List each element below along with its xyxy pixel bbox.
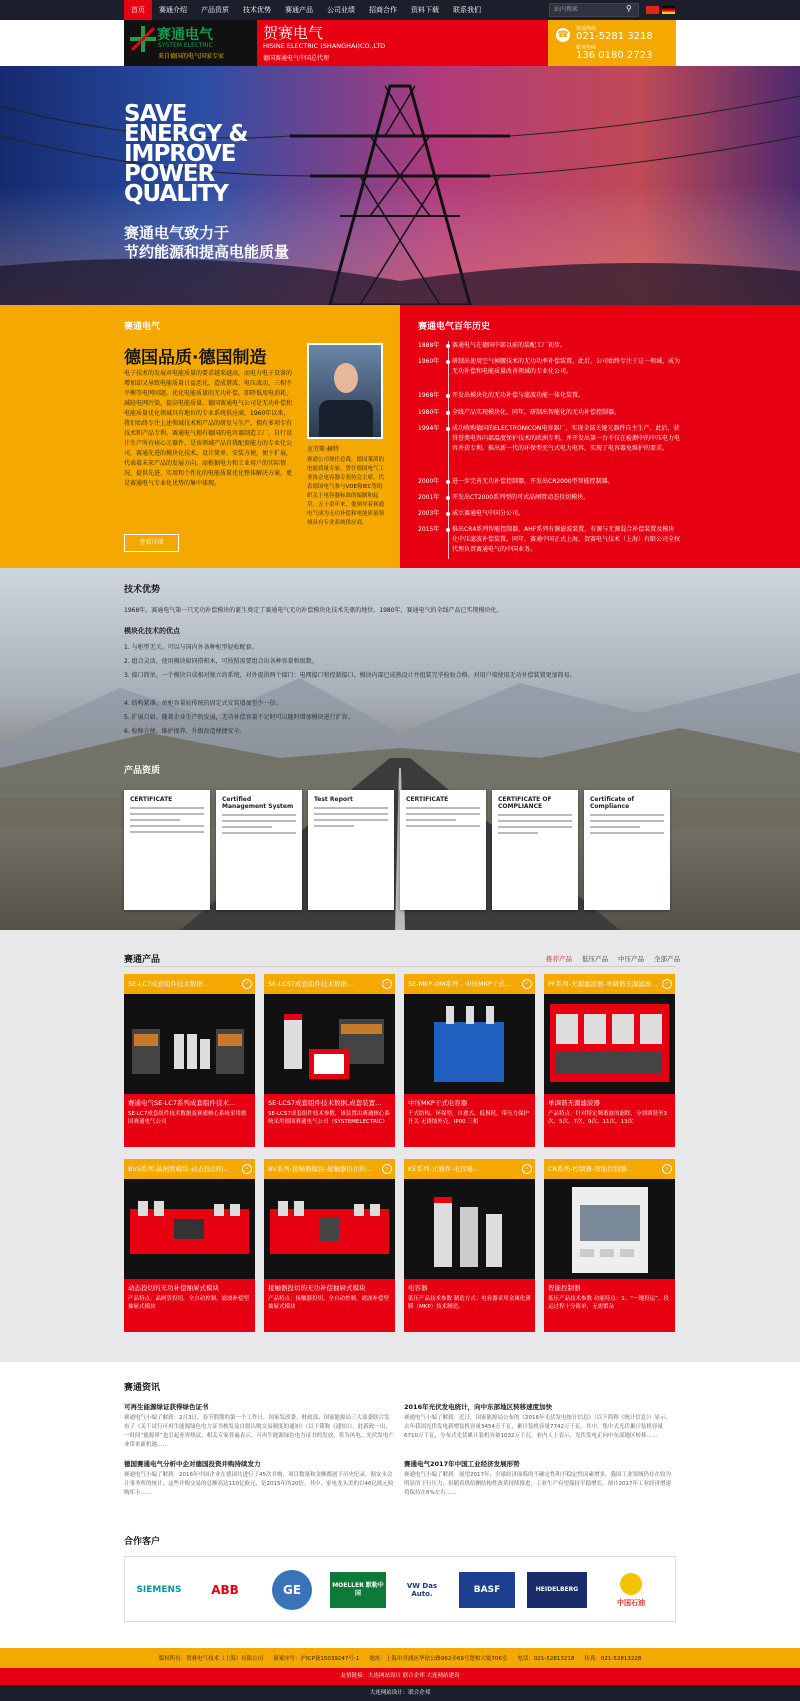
logo-slogan: 来自德国的电气国家专家 xyxy=(158,53,225,60)
product-card-header: KE系列-元器件-电容器... xyxy=(404,1159,535,1179)
news-headline[interactable]: 德国赛通电气分析中企对德国投资并购持续发力 xyxy=(124,1460,261,1468)
history-item xyxy=(418,493,680,503)
history-item xyxy=(418,525,680,555)
cert-text-line xyxy=(590,820,664,822)
news-headline[interactable]: 2016年光伏发电统计，向中东部地区转移速度加快 xyxy=(404,1403,553,1411)
timeline-dot xyxy=(446,360,450,364)
brand-name: 贺赛电气 xyxy=(263,24,324,42)
arrow-right-icon[interactable]: › xyxy=(522,1164,532,1174)
product-card-header: SE-LC7成套组件技术数据... xyxy=(124,974,255,994)
nav-item-contact[interactable]: 联系我们 xyxy=(453,6,481,14)
partner-logo-heidelberg[interactable] xyxy=(525,1567,589,1613)
product-desc: 低压产品技术参数 制造方式：电容器采用金属化薄膜（MKP）技术制造。 xyxy=(408,1296,531,1310)
product-card-header: CR系列-控制器-智能控制器... xyxy=(544,1159,675,1179)
product-card-body xyxy=(124,1094,255,1147)
heidelberg-logo-text: HEIDELBERG xyxy=(527,1572,587,1608)
timeline-dot xyxy=(446,427,450,431)
certificate-thumbnail[interactable] xyxy=(308,790,394,910)
product-image xyxy=(124,1179,255,1279)
history-year: 2003年 xyxy=(418,510,440,517)
arrow-right-icon[interactable]: › xyxy=(662,979,672,989)
logo-en-text: SYSTEM ELECTRIC xyxy=(158,42,213,49)
search-input[interactable]: 站内搜索 xyxy=(549,3,639,17)
history-item xyxy=(418,357,680,377)
hero-banner xyxy=(0,66,800,305)
cert-text-line xyxy=(314,813,388,815)
nav-item-products[interactable]: 赛通产品 xyxy=(285,6,313,14)
arrow-right-icon[interactable]: › xyxy=(522,979,532,989)
timeline-dot xyxy=(446,528,450,532)
hero-en-slogan xyxy=(124,101,248,207)
hero-en-line: SAVE xyxy=(124,101,187,127)
product-desc: 产品特点：针对特定频谐波的滤除，分别调谐至3次、5次、7次、9次、11次、13次 xyxy=(548,1111,668,1125)
certificate-heading: Certified Management System xyxy=(222,796,294,810)
technology-point: 4. 结构紧凑。单柜容量较传统的固定式安装增加至少一倍。 xyxy=(124,700,282,707)
footer-address: 地址：上海市青浦区华徐公路962弄69号楚柏大厦706室 xyxy=(369,1656,508,1662)
technology-subtitle: 模块化技术的优点 xyxy=(124,627,180,635)
about-more-button[interactable]: 查看详细 xyxy=(124,534,179,552)
ceo-name: 克劳斯·赫特 xyxy=(307,446,339,453)
hero-en-line: QUALITY xyxy=(124,181,228,207)
flag-china-icon[interactable] xyxy=(646,6,659,14)
cert-text-line xyxy=(498,832,538,834)
hero-en-line: IMPROVE xyxy=(124,141,236,167)
timeline-dot xyxy=(446,512,450,516)
technology-section xyxy=(0,568,800,930)
hotline-number: 021-5281 3218 xyxy=(576,31,653,42)
nav-item-downloads[interactable]: 资料下载 xyxy=(411,6,439,14)
product-name: 动态投切的无功补偿抽屉式模块 xyxy=(128,1284,219,1292)
product-desc: SE-LCS7成套组件技术参数，该装置由赛通核心系统采用德国赛通电气公司（SYSTEMELECTRIC） xyxy=(268,1111,390,1125)
product-card-body xyxy=(264,1094,395,1147)
certificate-heading: CERTIFICATE xyxy=(130,796,173,803)
nav-item-home[interactable]: 首页 xyxy=(124,0,152,20)
cert-text-line xyxy=(590,832,664,834)
service-number: 136 0180 2723 xyxy=(576,50,653,61)
arrow-right-icon[interactable]: › xyxy=(242,1164,252,1174)
logo-mark-icon xyxy=(130,26,156,52)
history-text: 赛通电气在德国中部以前的装配工厂初步。 xyxy=(452,342,567,349)
cnpc-logo-text: 中国石油 xyxy=(617,1598,645,1607)
product-card[interactable] xyxy=(404,1159,535,1332)
cert-text-line xyxy=(222,814,296,816)
cnpc-logo-mark xyxy=(620,1573,642,1595)
product-name: 接触器投切的无功补偿抽屉式模块 xyxy=(268,1284,366,1292)
product-card[interactable] xyxy=(404,974,535,1147)
footer-fax: 传真：021-52813228 xyxy=(584,1656,642,1662)
product-desc: 干式结构，环保型，自愈式，低损耗，带压力保护开关 无锈蚀外壳，IP00 三相 xyxy=(408,1111,530,1125)
cert-text-line xyxy=(222,826,272,828)
nav-item-technology[interactable]: 技术优势 xyxy=(243,6,271,14)
footer-links[interactable]: 友情链接：大连网站设计 联合企邦 大连网站建设 xyxy=(0,1668,800,1685)
history-title: 赛通电气百年历史 xyxy=(418,322,491,332)
site-header xyxy=(124,20,676,66)
product-image xyxy=(404,994,535,1094)
product-name: 赛通电气SE-LC7系列成套组件技术... xyxy=(128,1099,236,1107)
cert-text-line xyxy=(590,826,640,828)
nav-item-about[interactable]: 赛通介绍 xyxy=(159,6,187,14)
partner-logo-cnpc[interactable] xyxy=(601,1567,661,1613)
history-year: 2015年 xyxy=(418,526,440,533)
history-text: 进一步完善无功补偿控制器，开发出CR2000型智能控制器。 xyxy=(452,478,614,485)
history-text: 全线产品实现模块化。同年，研制出智能化的无功补偿控制器。 xyxy=(452,409,621,416)
cert-text-line xyxy=(498,820,572,822)
certificate-heading: Certificate of Compliance xyxy=(590,796,635,810)
certificate-thumbnail[interactable] xyxy=(216,790,302,910)
product-desc: 产品特点：接触器投切，全自动控制，滤波补偿型抽屉式模块 xyxy=(268,1296,390,1310)
cert-text-line xyxy=(498,826,572,828)
timeline-dot xyxy=(446,496,450,500)
timeline-dot xyxy=(446,480,450,484)
product-card-body xyxy=(544,1279,675,1332)
footer-copyright: 版权所有：贺赛电气技术（上海）有限公司 xyxy=(158,1656,264,1662)
history-item xyxy=(418,477,680,487)
search-icon[interactable]: ⚲ xyxy=(626,4,632,13)
arrow-right-icon[interactable]: › xyxy=(382,979,392,989)
technology-point: 5. 扩展自如。随着企业生产的发展，无功补偿容量不足时可以随时增加模块进行扩容。 xyxy=(124,714,354,721)
footer-phone: 电话：021-52813218 xyxy=(517,1656,575,1662)
flag-germany-icon[interactable] xyxy=(662,6,675,14)
about-text: 电子技术的发展对电能质量的要求越来越高，而电力电子设备的增加却又导致电能质量日益恶化，造成谐波、电压波动、三相不平衡等电网问题。优化电能质量的无功补偿，即降低用电消耗、减轻电网污染，提高电能质量。德国赛通电气公司是无功补偿和电能质量优化领域具有地位的专业系统供应商。1960年以来，我们始终专注上述领域技术和产品的研发与生产，拥有多项专有技术和产品专利。赛通电气拥有德国的电容器制造工厂，自行设计生产所有核心元器件，是该领域产品自我配套能力的专业化公司。赛通先进的模块化技术，设计简单、安装方便，便于扩展，代表着未来产品的发展方向。而根据电力和工业用户的实际情况，提供先进、实用和个性化的电能质量优化整体解决方案，更是赛通电气专业化优势的集中体现。 xyxy=(124,370,293,487)
ge-logo-text: GE xyxy=(272,1570,312,1610)
product-image xyxy=(264,994,395,1094)
products-title: 赛通产品 xyxy=(124,955,161,965)
tab-low-voltage[interactable]: 低压产品 xyxy=(582,955,608,963)
nav-item-certificates[interactable]: 产品资质 xyxy=(201,6,229,14)
cert-text-line xyxy=(130,807,204,809)
product-card-header: BV系列-接触器模块-接触器投切的... xyxy=(264,1159,395,1179)
hotline-block xyxy=(548,20,676,66)
certificate-thumbnail[interactable] xyxy=(124,790,210,910)
timeline-dot xyxy=(446,394,450,398)
product-name: 智能控制器 xyxy=(548,1284,581,1292)
product-image xyxy=(124,994,255,1094)
cert-text-line xyxy=(406,807,480,809)
history-text: 成立赛通电气中国分公司。 xyxy=(452,510,525,517)
product-card-body xyxy=(404,1279,535,1332)
products-tabs xyxy=(536,954,680,963)
partners-logos xyxy=(124,1556,676,1622)
history-year: 2001年 xyxy=(418,494,440,501)
history-item xyxy=(418,509,680,519)
top-nav-bar xyxy=(0,0,800,20)
hero-en-line: ENERGY & xyxy=(124,121,248,147)
nav-item-cooperation[interactable]: 招商合作 xyxy=(369,6,397,14)
technology-point: 6. 检修方便。维护保养、升级改造便捷安全。 xyxy=(124,728,246,735)
product-card[interactable] xyxy=(124,1159,255,1332)
hero-cn-slogan-1: 赛通电气致力于 xyxy=(124,224,230,242)
partner-logo-abb[interactable]: ABB xyxy=(211,1583,239,1597)
ceo-suit xyxy=(319,400,373,437)
arrow-right-icon[interactable]: › xyxy=(382,1164,392,1174)
news-summary: 赛通电气小编了解到：2016年中国企业在德国共进行了45次并购，项目数量和金额都创下历史纪录。据安永会计事务所的统计，这些并购交易的总额高达110亿欧元，是2015年的20倍。其中，家电龙头美的以46亿欧元收购库卡…… xyxy=(124,1472,394,1496)
product-card-body xyxy=(124,1279,255,1332)
history-year: 1968年 xyxy=(418,392,440,399)
partner-logo-siemens[interactable]: SIEMENS xyxy=(136,1585,182,1595)
cert-text-line xyxy=(498,814,572,816)
product-card-body xyxy=(404,1094,535,1147)
history-year: 1960年 xyxy=(418,358,440,365)
product-desc: 产品特点：晶闸管投切，全自动控制，滤波补偿型抽屉式模块 xyxy=(128,1296,250,1310)
product-image xyxy=(404,1179,535,1279)
product-image xyxy=(544,994,675,1094)
timeline-dot xyxy=(446,344,450,348)
brand-subtitle: 德国赛通电气中国总代理 xyxy=(263,55,330,62)
product-card-body xyxy=(264,1279,395,1332)
certificate-heading: CERTIFICATE xyxy=(406,796,449,803)
certificate-heading: CERTIFICATE OF COMPLIANCE xyxy=(498,796,552,810)
history-item xyxy=(418,341,680,351)
divider xyxy=(124,966,676,967)
hero-cn-slogan-2: 节约能源和提高电能质量 xyxy=(124,243,290,261)
brand-en-name: HISINE ELECTRIC (SHANGHAI)CO.,LTD xyxy=(263,42,386,50)
history-year: 1980年 xyxy=(418,409,440,416)
footer-credit[interactable]: 大连网站设计：联合企邦 xyxy=(0,1685,800,1701)
partner-logo-ge[interactable] xyxy=(269,1567,315,1613)
hotline-label: 赛通热线 xyxy=(576,26,597,32)
product-card-body xyxy=(544,1094,675,1147)
news-headline[interactable]: 赛通电气2017年中国工业经济发展形势 xyxy=(404,1460,520,1468)
product-image xyxy=(544,1179,675,1279)
phone-icon: ☎ xyxy=(557,30,569,40)
cert-text-line xyxy=(590,814,664,816)
hero-en-line: POWER xyxy=(124,161,215,187)
cert-text-line xyxy=(130,813,204,815)
cert-text-line xyxy=(406,813,480,815)
product-card[interactable] xyxy=(544,1159,675,1332)
history-text: 成功收购德国的ELECTRONICON电容器厂，实现全部关键元器件自主生产。此后，获得誉类电容内部温度保护技术的欧洲专利。并开发出第一台不仅在检测中的中压电力电容并获专利。推出新一代的环保型充气式电力电容，实现了电容器免维护的要求。 xyxy=(452,425,681,452)
cert-text-line xyxy=(130,825,204,827)
product-card-header: PF系列-无源滤波器-单调谐无源滤波... xyxy=(544,974,675,994)
product-name: 单调谐无源滤波器 xyxy=(548,1099,600,1107)
arrow-right-icon[interactable]: › xyxy=(242,979,252,989)
history-year: 2000年 xyxy=(418,478,440,485)
news-summary: 赛通电气小编了解到：近日，国家能源局公布的《2016年光伏发电统计信息》（以下简称《统计信息》）显示，去年我国光伏发电新增装机容量3454万千瓦，累计装机容量7742万千瓦。其中，集中式光伏累计装机容量6710万千瓦，分布式光伏累计装机容量1032万千瓦。业内人士表示，光伏发电正向中东部地区转移…… xyxy=(404,1415,672,1439)
tab-recommended[interactable]: 推荐产品 xyxy=(546,955,572,963)
logo[interactable] xyxy=(124,20,257,66)
about-section xyxy=(0,305,800,568)
history-year: 1994年 xyxy=(418,425,440,432)
certificate-thumbnail[interactable] xyxy=(584,790,670,910)
cert-text-line xyxy=(222,832,296,834)
cert-text-line xyxy=(130,831,204,833)
cert-text-line xyxy=(314,819,388,821)
product-desc: SE-LC7成套组件技术数据及赛通核心系统采用德国赛通电气公司 xyxy=(128,1111,247,1125)
about-slogan: 德国品质·德国制造 xyxy=(124,348,267,368)
certificate-heading: Test Report xyxy=(314,796,353,803)
cert-text-line xyxy=(406,819,456,821)
history-text: 研制出使用空气帧腰技术的无功功率补偿装置。此后，公司始终专注于这一领域，成为无功补偿和电能质量改善领域的专业化公司。 xyxy=(452,358,681,375)
certificates-title: 产品资质 xyxy=(124,766,161,776)
arrow-right-icon[interactable]: › xyxy=(662,1164,672,1174)
cert-text-line xyxy=(222,820,296,822)
ceo-text: 赛通公司现任总裁，德国莱茵的电能质量专家，曾任德国电气工业协会电容器专业协会主席，代表德国电气参与VDE和IEC等组织关于电容器标准的编制和起草。五十余年来，他领导着赛通电气成为无功补偿和电能质量领域具有专业系统供应商。 xyxy=(307,457,385,526)
certificate-thumbnail[interactable] xyxy=(492,790,578,910)
news-headline[interactable]: 可再生能源绿证获得绿色证书 xyxy=(124,1403,209,1411)
product-name: 中压MKP干式电容器 xyxy=(408,1099,468,1107)
product-card-header: SE-LCS7成套组件技术数据... xyxy=(264,974,395,994)
product-card[interactable] xyxy=(264,1159,395,1332)
nav-item-cases[interactable]: 公司业绩 xyxy=(327,6,355,14)
product-card[interactable] xyxy=(264,974,395,1147)
news-summary: 赛通电气小编了解到：展望2017年，全球经济面临的不确定性和不稳定性因素增多，我国工业领域仍存在较为明显的下行压力，但随着供给侧结构性改革持续推进，工业生产有望保持平稳增长。预计2017年工业经济增速将保持在6%左右…… xyxy=(404,1472,672,1496)
basf-logo-text: BASF xyxy=(459,1572,515,1608)
moeller-logo-text: MOELLER 默勒中国 xyxy=(330,1572,386,1608)
technology-intro: 1968年，赛通电气第一只无功补偿模块的诞生奠定了赛通电气无功补偿模块化技术先驱的地位。1980年，赛通电气的全线产品已实现模块化。 xyxy=(124,607,503,614)
ceo-face xyxy=(334,363,358,393)
history-text: 开发出模块化的无功补偿与滤波功能一体化装置。 xyxy=(452,392,585,399)
news-summary: 赛通电气小编了解到：2月3日，春节假期的第一个工作日，国家发改委、财政部、国家能源局三大部委联合发布了《关于试行可再生能源绿色电力证书核发及自愿认购交易制度的通知》（以下简称《通知》），此新政一出，一时间“能源界”也引起业界热议，相关专家普遍表示，可再生能源绿色电力证书的发放，将为风电、光伏发电产业带来新机遇…… xyxy=(124,1415,394,1448)
history-item xyxy=(418,391,680,401)
product-card-header: BVS系列-晶闸管模块-动态投切的... xyxy=(124,1159,255,1179)
footer-icp[interactable]: 备案序号：沪ICP备15039247号-1 xyxy=(273,1656,360,1662)
tab-all-products[interactable]: 全部产品 xyxy=(654,955,680,963)
cert-text-line xyxy=(406,825,480,827)
tab-medium-voltage[interactable]: 中压产品 xyxy=(618,955,644,963)
cert-text-line xyxy=(130,819,180,821)
cert-text-line xyxy=(314,807,388,809)
about-title: 赛通电气 xyxy=(124,322,161,332)
service-label: 服务热线 xyxy=(576,45,597,51)
history-item xyxy=(418,408,680,418)
product-image xyxy=(264,1179,395,1279)
history-text: 开发出CT2000系列型的可式晶闸管动态投切模块。 xyxy=(452,494,590,501)
technology-point: 3. 接口简单。一个模块自成相对独立的系统，对外提供两个接口：电网接口和控制接口。模块内部已成熟设计并组装完毕检验合格。对用户端使用无功补偿装置更加简易。 xyxy=(124,672,576,679)
timeline-dot xyxy=(446,411,450,415)
logo-text: 赛通电气 xyxy=(157,27,213,43)
products-section xyxy=(0,930,800,1362)
product-card-header: SE-MKP-OM系列 - 中压MKP干式... xyxy=(404,974,535,994)
product-name: SE-LCS7成套组件技术数据,成套装置... xyxy=(268,1099,382,1107)
technology-title: 技术优势 xyxy=(124,585,161,595)
technology-point: 2. 组合灵活。使用模块如同搭积木，可按照需要组合出各种容量和级数。 xyxy=(124,658,318,665)
cert-text-line xyxy=(314,825,354,827)
history-item xyxy=(418,424,680,454)
power-tower-illustration xyxy=(0,66,800,305)
partner-logo-vw[interactable]: VW Das Auto. xyxy=(406,1582,438,1598)
technology-point: 1. 与柜型无关。可以与国内外各种柜型轻松配套。 xyxy=(124,644,258,651)
product-name: 电容器 xyxy=(408,1284,428,1292)
ceo-photo xyxy=(307,343,383,439)
news-title: 赛通资讯 xyxy=(124,1383,161,1393)
brand-block xyxy=(257,20,548,66)
footer-info xyxy=(0,1648,800,1668)
product-desc: 低压产品技术参数 功能特点：1、“一键投运”，投运过程十分简单，无需繁杂 xyxy=(548,1296,669,1310)
partner-logo-basf[interactable] xyxy=(457,1567,517,1613)
history-year: 1888年 xyxy=(418,342,440,349)
product-card[interactable] xyxy=(544,974,675,1147)
partner-logo-moeller[interactable] xyxy=(328,1567,388,1613)
partners-title: 合作客户 xyxy=(124,1537,161,1547)
certificate-thumbnail[interactable] xyxy=(400,790,486,910)
history-text: 推出CR4系列智能控制器，AHF系列有源滤波装置，有源与无源混合补偿装置及模块化中压滤波补偿装置。同年，赛通中国正式上海，贺赛电气技术（上海）有限公司全权代理负责赛通电气的中国业务。 xyxy=(452,526,681,553)
product-card[interactable] xyxy=(124,974,255,1147)
